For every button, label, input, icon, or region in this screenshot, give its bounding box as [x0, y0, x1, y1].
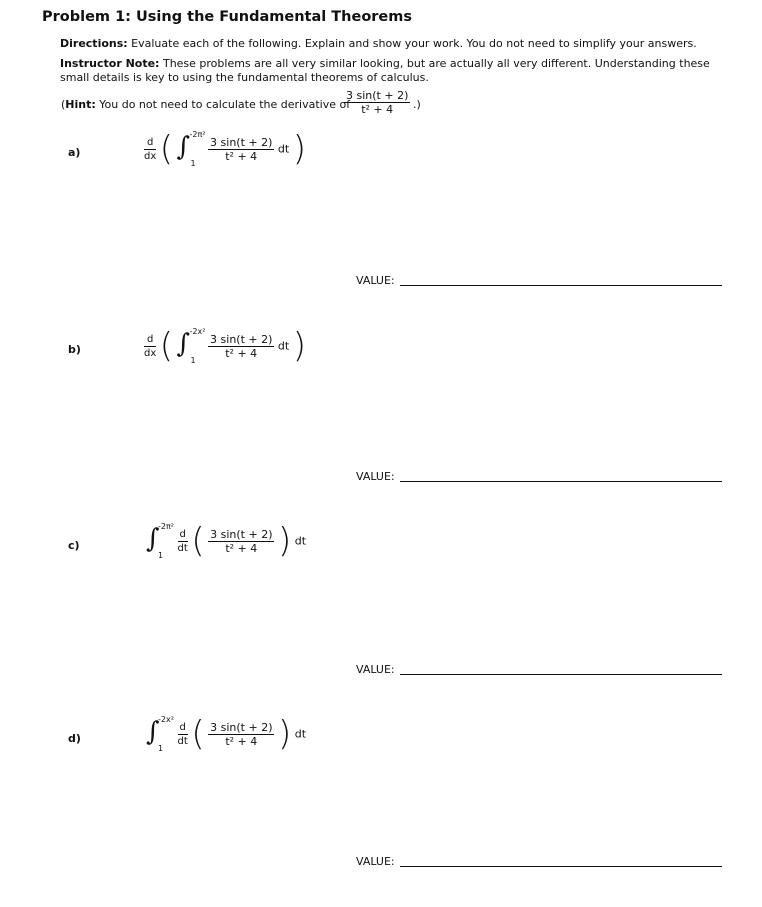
part-d-expression: [146, 715, 306, 753]
part-c-denominator: t² + 4: [225, 541, 258, 555]
part-a-upper-limit: -2π²: [189, 130, 206, 139]
integral-sign-icon: ∫: [176, 132, 191, 162]
part-b-dt: dt: [277, 339, 290, 353]
part-b-value-label: VALUE:: [356, 470, 395, 483]
part-d-integral: [146, 715, 174, 753]
hint-fraction-numerator: 3 sin(t + 2): [346, 89, 409, 102]
instructor-note-paragraph: [60, 57, 728, 85]
part-d-right-paren: ): [277, 714, 292, 754]
part-b-d: d: [144, 333, 156, 347]
part-a-left-paren: (: [159, 129, 174, 169]
part-b-expression: [144, 326, 306, 366]
part-d-denominator: t² + 4: [225, 734, 258, 748]
part-a-denominator: t² + 4: [225, 149, 258, 163]
part-b-lower-limit: 1: [190, 356, 196, 365]
part-d-left-paren: (: [191, 714, 205, 754]
part-d-answer-line[interactable]: [400, 866, 722, 867]
integral-sign-icon: ∫: [176, 329, 191, 359]
hint-open-paren: (: [61, 98, 66, 111]
integral-sign-icon: ∫: [146, 524, 160, 554]
part-a-d: d: [144, 136, 156, 150]
part-c-lower-limit: 1: [158, 551, 164, 560]
part-b-integral: [176, 327, 206, 365]
part-b-dx: dx: [144, 347, 157, 359]
integral-sign-icon: ∫: [146, 717, 160, 747]
part-a-dt: dt: [277, 142, 290, 156]
part-a-lower-limit: 1: [190, 159, 196, 168]
hint-paragraph: [61, 98, 350, 111]
part-b-left-paren: (: [159, 326, 174, 366]
hint-label: Hint:: [65, 98, 96, 111]
part-d-dt-denominator: dt: [177, 735, 188, 747]
part-c-upper-limit: -2π²: [158, 522, 174, 531]
part-d-numerator: 3 sin(t + 2): [210, 720, 273, 734]
part-a-label: a): [68, 146, 81, 159]
part-d-d: d: [179, 721, 186, 733]
part-c-expression: [146, 522, 306, 560]
part-c-value-label: VALUE:: [356, 663, 395, 676]
part-c-d: d: [179, 528, 186, 540]
part-a-expression: [144, 129, 306, 169]
part-b-upper-limit: -2x²: [189, 327, 206, 336]
part-c-right-paren: ): [277, 521, 292, 561]
problem-title: Problem 1: Using the Fundamental Theorems: [42, 9, 413, 25]
part-d-value-label: VALUE:: [356, 855, 395, 868]
part-a-value-label: VALUE:: [356, 274, 395, 287]
part-c-integral: [146, 522, 174, 560]
part-b-numerator: 3 sin(t + 2): [210, 332, 273, 346]
part-d-dt: dt: [294, 727, 307, 741]
part-b-denominator: t² + 4: [225, 346, 258, 360]
directions-label: Directions:: [60, 37, 128, 50]
hint-text: You do not need to calculate the derivative of: [99, 98, 351, 111]
part-a-answer-line[interactable]: [400, 285, 722, 286]
part-c-dt: dt: [294, 534, 307, 548]
part-d-upper-limit: -2x²: [158, 715, 174, 724]
part-d-lower-limit: 1: [158, 744, 164, 753]
part-a-dx: dx: [144, 150, 157, 162]
part-b-label: b): [68, 343, 81, 356]
directions-text: Evaluate each of the following. Explain and show your work. You do not need to simplify your answers.: [131, 37, 697, 50]
part-a-right-paren: ): [292, 129, 306, 169]
part-d-label: d): [68, 732, 81, 745]
part-b-right-paren: ): [292, 326, 306, 366]
hint-close: .): [413, 98, 421, 111]
part-c-numerator: 3 sin(t + 2): [210, 527, 273, 541]
hint-fraction-denominator: t² + 4: [361, 103, 394, 116]
part-a-integral: [176, 130, 206, 168]
instructor-note-label: Instructor Note:: [60, 57, 160, 70]
part-b-answer-line[interactable]: [400, 481, 722, 482]
instructor-note-text: These problems are all very similar looking, but are actually all very different. Understanding these small details is key to using the fundamental theorems of calculus.: [60, 57, 710, 84]
part-c-label: c): [68, 539, 80, 552]
part-c-left-paren: (: [191, 521, 205, 561]
part-c-dt-denominator: dt: [177, 542, 188, 554]
part-a-numerator: 3 sin(t + 2): [210, 135, 273, 149]
directions-paragraph: [60, 37, 728, 51]
part-c-answer-line[interactable]: [400, 674, 722, 675]
hint-fraction: [344, 89, 410, 116]
